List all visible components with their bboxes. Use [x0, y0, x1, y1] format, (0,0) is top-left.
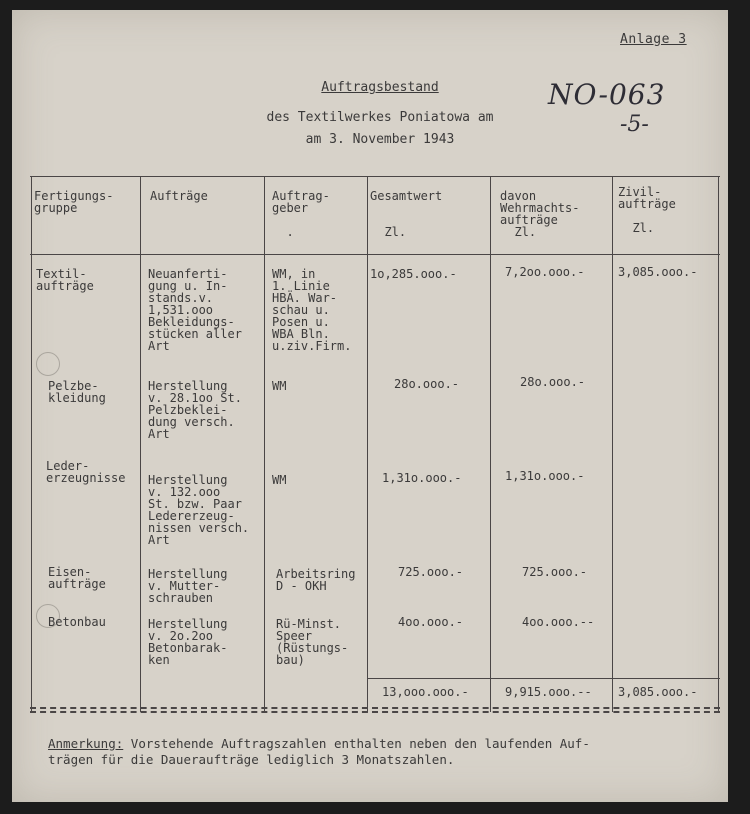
header-total-value: Gesamtwert Zl.	[370, 189, 443, 239]
row-concrete-group: Betonbau	[48, 615, 106, 629]
header-client: Auftrag- geber .	[272, 189, 330, 239]
row-iron-military: 725.ooo.-	[522, 565, 588, 579]
row-fur-total: 28o.ooo.-	[394, 377, 460, 391]
row-leather-orders: Herstellung v. 132.ooo St. bzw. Paar Ledererzeug- nissen versch. Art	[148, 473, 250, 547]
totals-rule	[368, 678, 720, 679]
header-civil-orders: Zivil- aufträge Zl.	[618, 185, 676, 235]
table-bottom-double-rule	[30, 711, 720, 713]
row-textile-civil: 3,085.ooo.-	[618, 265, 698, 279]
row-leather-client: WM	[272, 473, 287, 487]
document-subtitle-line2: am 3. November 1943	[305, 132, 455, 147]
row-iron-group: Eisen- aufträge	[48, 565, 106, 591]
header-production-group: Fertigungs- gruppe	[34, 189, 114, 215]
row-leather-total: 1,31o.ooo.-	[382, 471, 462, 485]
row-fur-group: Pelzbe- kleidung	[48, 379, 106, 405]
remark-label: Anmerkung:	[48, 736, 124, 751]
row-textile-total: 1o,285.ooo.-	[370, 267, 457, 281]
table-bottom-double-rule	[30, 707, 720, 709]
grand-total-value: 13,ooo.ooo.-	[382, 685, 469, 699]
column-divider	[490, 176, 491, 712]
column-divider	[367, 176, 368, 712]
row-fur-orders: Herstellung v. 28.1oo St. Pelzbeklei- dung versch. Art	[148, 379, 242, 441]
table-header-rule	[30, 254, 720, 255]
row-concrete-orders: Herstellung v. 2o.2oo Betonbarak- ken	[148, 617, 228, 667]
row-iron-orders: Herstellung v. Mutter- schrauben	[148, 567, 228, 605]
grand-total-military: 9,915.ooo.--	[505, 685, 592, 699]
row-leather-military: 1,31o.ooo.-	[505, 469, 585, 483]
row-textile-military: 7,2oo.ooo.-	[505, 265, 585, 279]
document-title: Auftragsbestand	[321, 80, 439, 95]
row-concrete-client: Rü-Minst. Speer (Rüstungs- bau)	[276, 617, 349, 667]
column-divider	[140, 176, 141, 712]
row-fur-client: WM	[272, 379, 287, 393]
column-divider	[31, 176, 32, 712]
grand-total-civil: 3,085.ooo.-	[618, 685, 698, 699]
row-concrete-military: 4oo.ooo.--	[522, 615, 595, 629]
header-orders: Aufträge	[150, 189, 208, 203]
handwritten-page-number: -5-	[620, 112, 649, 137]
column-divider	[718, 176, 719, 712]
handwritten-document-id: NO-063	[548, 78, 666, 111]
row-iron-client: Arbeitsring D - OKH	[276, 567, 356, 593]
row-fur-military: 28o.ooo.-	[520, 375, 586, 389]
column-divider	[612, 176, 613, 712]
table-top-rule	[30, 176, 720, 177]
remark	[48, 736, 590, 768]
row-leather-group: Leder- erzeugnisse	[46, 459, 126, 485]
row-textile-client: WM, in 1. Linie HBÄ. War- schau u. Posen u. WBA Bln. u.ziv.Firm.	[272, 267, 352, 353]
header-military-orders: davon Wehrmachts- aufträge Zl.	[500, 189, 580, 239]
remark-text: Vorstehende Auftragszahlen enthalten neben den laufenden Auf- trägen für die Daueraufträge lediglich 3 Monatszahlen.	[48, 736, 590, 767]
punch-hole-mark	[36, 352, 60, 376]
row-concrete-total: 4oo.ooo.-	[398, 615, 464, 629]
row-textile-group: Textil- aufträge	[36, 267, 94, 293]
document-subtitle-line1: des Textilwerkes Poniatowa am	[266, 110, 494, 125]
annex-label: Anlage 3	[620, 32, 687, 47]
row-textile-orders: Neuanferti- gung u. In- stands.v. 1,531.ooo Bekleidungs- stücken aller Art	[148, 267, 242, 353]
row-iron-total: 725.ooo.-	[398, 565, 464, 579]
column-divider	[264, 176, 265, 712]
